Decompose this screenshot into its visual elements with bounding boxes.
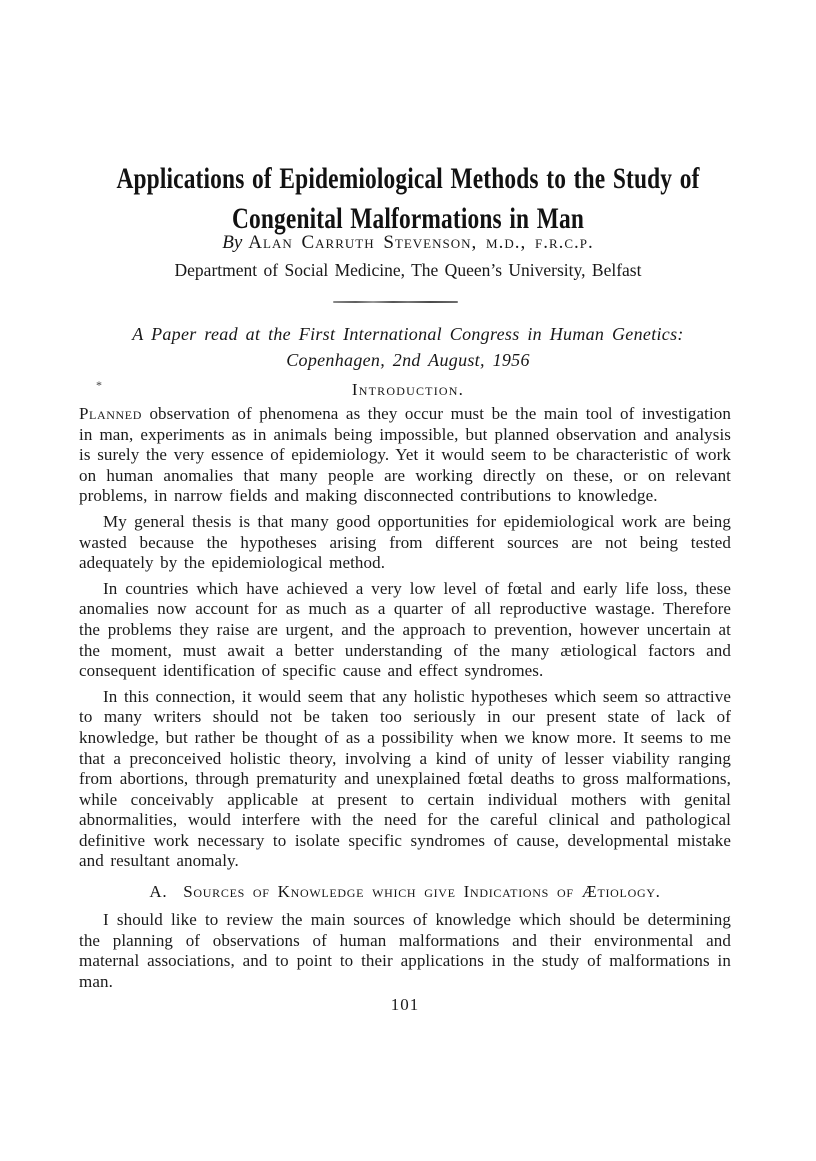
paragraph-3: In countries which have achieved a very low level of fœtal and early life loss, these anomalies now account for as much as a quarter of all reproductive wastage. Therefore the problems they raise are urgent, and the approach to prevention, however uncertain at the moment, must await a better understanding of the many ætiological factors and consequent identification of specific cause and effect syndromes.: [79, 578, 731, 681]
congress-note-line-1: A Paper read at the First International Congress in Human Genetics:: [132, 324, 684, 344]
paragraph-1-lead-word: Planned: [79, 404, 142, 423]
paper-title-line-2: Congenital Malformations in Man: [231, 202, 585, 236]
byline-by: By: [222, 232, 243, 253]
paragraph-1-rest: observation of phenomena as they occur must be the main tool of investigation in man, experiments as in animals being impossible, but planned observation and analysis is surely the very essence of epidemiology. Yet it would seem to be characteristic of work on human anomalies that many people are working directly on these, or on relevant problems, in narrow fields and making disconnected contributions to knowledge.: [79, 404, 731, 506]
paragraph-4: In this connection, it would seem that any holistic hypotheses which seem so attractive to many writers should not be taken too seriously in our present state of lack of knowledge, but rather be thought of as a possibility when we know more. It seems to me that a preconceived holistic theory, involving a kind of unity of lesser viability ranging from abortions, through prematurity and unexplained fœtal deaths to gross malformations, while conceivably applicable at present to certain individual mothers with genital abnormalities, would interfere with the need for the careful clinical and pathological definitive work necessary to isolate specific syndromes of cause, developmental mistake and resultant anomaly.: [79, 686, 731, 871]
paragraph-2: My general thesis is that many good opportunities for epidemiological work are being wasted because the hypotheses arising from different sources are not being tested adequately by the epidemiological method.: [79, 511, 731, 573]
paragraph-1: [79, 404, 731, 507]
congress-note-line-2: Copenhagen, 2nd August, 1956: [286, 350, 530, 370]
author-degrees: , m.d., f.r.c.p.: [471, 232, 594, 253]
body-text: [79, 404, 731, 1015]
section-a-label: A.: [149, 882, 168, 902]
paragraph-5: I should like to review the main sources of knowledge which should be determining the planning of observations of human malformations and their environmental and maternal associations, and to point to their applications in the study of malformations in man.: [79, 910, 731, 991]
congress-note: [0, 321, 816, 373]
author-name: Alan Carruth Stevenson: [248, 232, 472, 253]
affiliation: Department of Social Medicine, The Queen’s University, Belfast: [174, 260, 642, 280]
paper-title: [90, 159, 726, 239]
byline: [0, 231, 816, 255]
paper-title-line-1: Applications of Epidemiological Methods to the Study of: [116, 162, 700, 196]
page-number: 101: [390, 995, 420, 1015]
separator-rule: [333, 301, 458, 303]
introduction-heading: Introduction.: [351, 380, 465, 399]
ink-speck: *: [96, 378, 102, 392]
section-a-heading: [79, 882, 731, 902]
section-a-title: Sources of Knowledge which give Indications of Ætiology.: [183, 882, 661, 902]
